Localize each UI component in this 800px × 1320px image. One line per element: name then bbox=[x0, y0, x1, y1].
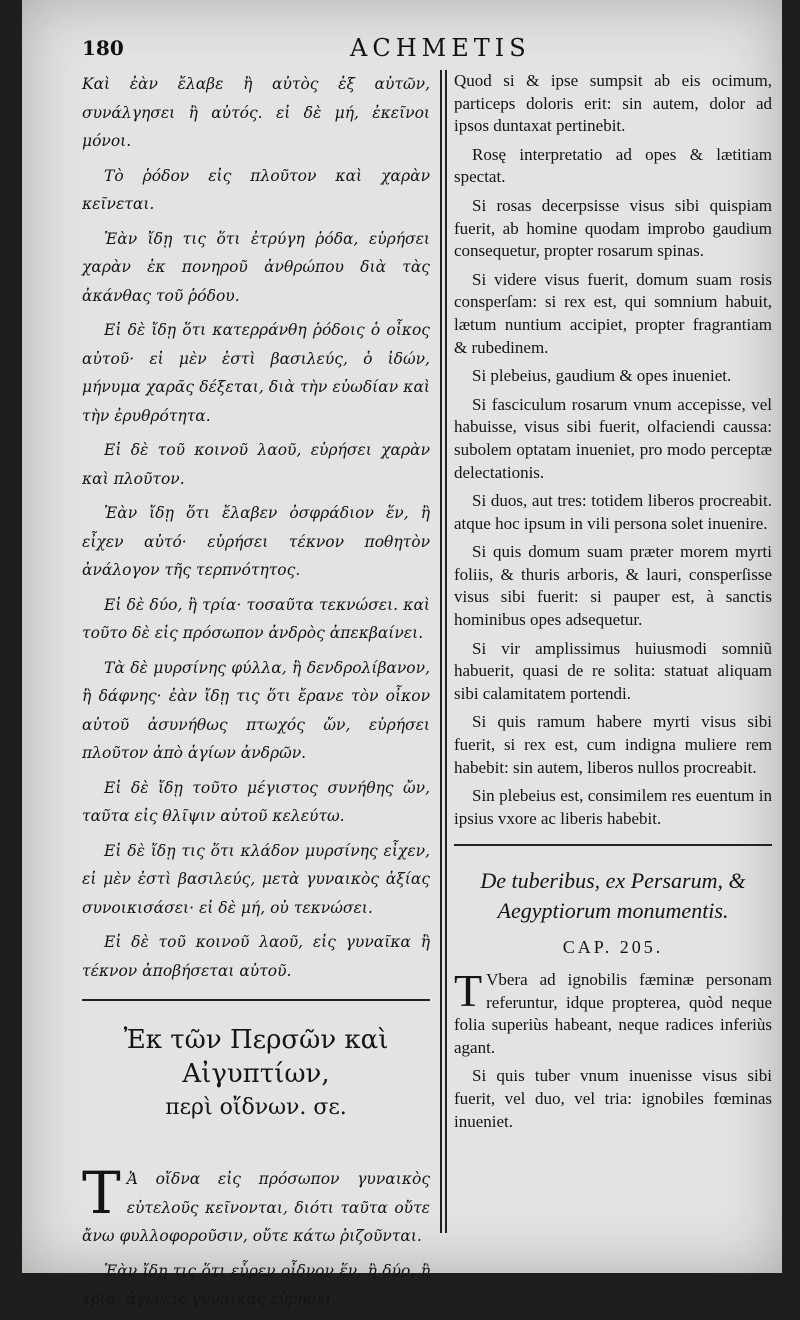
latin-paragraph: Sin plebeius est, consimilem res euentum in ipsius vxore ac liberis habebit. bbox=[454, 786, 772, 828]
page-header bbox=[82, 36, 772, 66]
latin-paragraph: Si quis domum suam præter morem myrti foliis, & thuris arboris, & lauri, consperſisse visus sibi fuerit: si pauper est, à sanctis hominibus opes adsequetur. bbox=[454, 542, 772, 630]
latin-paragraph: Si quis ramum habere myrti visus sibi fuerit, si rex est, cum indigna muliere rem habebit: sin autem, liberos nullos procreabit. bbox=[454, 712, 772, 777]
greek-paragraph: Εἰ δὲ ἴδῃ τοῦτο μέγιστος συνήθης ὤν, ταῦτα εἰς θλῖψιν αὐτοῦ κελεύτω. bbox=[82, 778, 430, 825]
book-page bbox=[22, 0, 782, 1308]
greek-paragraph-text: Ἀ οἴδνα εἰς πρόσωπον γυναικὸς εὐτελοῦς κεῖνονται, διότι ταῦτα οὔτε ἄνω φυλλοφοροῦσιν, οὔτε κάτω ῥιζοῦνται. bbox=[82, 1170, 430, 1245]
drop-cap: Τ bbox=[82, 1159, 121, 1227]
greek-paragraph: Εἰ δὲ δύο, ἢ τρία· τοσαῦτα τεκνώσει. καὶ τοῦτο δὲ εἰς πρόσωπον ἀνδρὸς ἀπεκβαίνει. bbox=[82, 595, 430, 642]
section-rule bbox=[82, 999, 430, 1001]
greek-paragraph: Ἐὰν ἴδῃ ὅτι ἔλαβεν ὀσφράδιον ἕν, ἢ εἶχεν αὐτό· εὑρήσει τέκνον ποθητὸν ἀνάλογον τῆς τερπνότητος. bbox=[82, 504, 430, 579]
latin-paragraph: Si duos, aut tres: totidem liberos procreabit. atque hoc ipsum in vili persona solet inuenire. bbox=[454, 491, 772, 533]
greek-heading-line: Ἐκ τῶν Περσῶν καὶ Αἰγυπτίων, bbox=[123, 1025, 389, 1089]
latin-paragraph: Quod si & ipse sumpsit ab eis ocimum, particeps doloris erit: sin autem, dolor ad ipsos duntaxat pertinebit. bbox=[454, 71, 772, 136]
greek-heading-line: περὶ οἴδνων. σε. bbox=[165, 1095, 347, 1120]
section-rule bbox=[454, 844, 772, 846]
latin-paragraph: Si rosas decerpsisse visus sibi quispiam fuerit, ab homine quodam improbo gaudium consequetur, propter rosarum spinas. bbox=[454, 195, 772, 261]
greek-section-heading bbox=[82, 1023, 430, 1125]
latin-paragraph: Si plebeius, gaudium & opes inueniet. bbox=[472, 366, 732, 386]
page-number: 180 bbox=[82, 36, 124, 60]
greek-paragraph: Εἰ δὲ ἴδῃ ὅτι κατερράνθη ῥόδοις ὁ οἶκος αὐτοῦ· εἰ μὲν ἐστὶ βασιλεύς, ὁ ἰδών, μήνυμα χαρᾶς δέξεται, διὰ τὴν εὐωδίαν καὶ τὴν ἐρυθρότητα. bbox=[82, 321, 430, 425]
greek-column bbox=[82, 70, 430, 1320]
greek-paragraph: Τὰ δὲ μυρσίνης φύλλα, ἢ δενδρολίβανον, ἢ δάφνης· ἐὰν ἴδῃ τις ὅτι ἔρανε τὸν οἶκον αὐτοῦ ἀσυνήθως πτωχός ὤν, εὑρήσει πλοῦτον ἀπὸ ἁγίων ἀνδρῶν. bbox=[82, 658, 430, 762]
latin-paragraph: Si fasciculum rosarum vnum accepisse, vel habuisse, visus sibi fuerit, olfaciendi caussa: subolem optatam inueniet, pro modo perceptæ delectationis. bbox=[454, 394, 772, 482]
latin-paragraph: Si quis tuber vnum inuenisse visus sibi fuerit, vel duo, vel tria: ignobiles fœminas inueniet. bbox=[454, 1066, 772, 1131]
greek-paragraph: Ἐὰν ἴδῃ τις ὅτι ἐτρύγη ῥόδα, εὑρήσει χαρὰν ἐκ πονηροῦ ἀνθρώπου διὰ τὰς ἀκάνθας τοῦ ῥόδου. bbox=[82, 229, 430, 305]
latin-paragraph: Si vir amplissimus huiusmodi somniũ habuerit, quasi de re solita: statuat aliquam sibi calamitatem portendi. bbox=[454, 638, 772, 703]
greek-paragraph: Τὸ ῥόδον εἰς πλοῦτον καὶ χαρὰν κεῖνεται. bbox=[82, 166, 430, 213]
latin-section-heading: De tuberibus, ex Persarum, & Aegyptiorum monumentis. bbox=[480, 868, 746, 924]
column-divider bbox=[440, 70, 442, 1233]
greek-paragraph: Καὶ ἐὰν ἔλαβε ἢ αὐτὸς ἐξ αὐτῶν, συνάλγησει ἢ αὐτός. εἰ δὲ μή, ἐκεῖνοι μόνοι. bbox=[82, 75, 430, 150]
latin-paragraph: Si videre visus fuerit, domum suam rosis consperſam: si rex est, qui somnium habuit, lætum nuntium accipiet, propter fragrantiam & rubedinem. bbox=[454, 269, 772, 357]
latin-dropcap-paragraph bbox=[454, 965, 772, 1059]
drop-cap: T bbox=[454, 965, 483, 1016]
greek-paragraph: Εἰ δὲ τοῦ κοινοῦ λαοῦ, εἰς γυναῖκα ἢ τέκνον ἀποβήσεται αὐτοῦ. bbox=[82, 933, 430, 980]
greek-paragraph: Εἰ δὲ τοῦ κοινοῦ λαοῦ, εὑρήσει χαρὰν καὶ πλοῦτον. bbox=[82, 441, 430, 488]
latin-paragraph-text: Vbera ad ignobilis fæminæ personam referuntur, idque propterea, quòd neque folia superiùs habeant, neque radices inferiùs agant. bbox=[454, 970, 772, 1057]
greek-paragraph: Ἐὰν ἴδῃ τις ὅτι εὗρεν οἶδνον ἕν, ἢ δύο, ἢ τρία· ἀγενεῖς γυναῖκας εὑρήσει. bbox=[82, 1261, 430, 1308]
running-title: ACHMETIS bbox=[350, 34, 531, 62]
chapter-number: CAP. 205. bbox=[562, 937, 664, 958]
greek-paragraph: Εἰ δὲ ἴδῃ τις ὅτι κλάδον μυρσίνης εἶχεν, εἰ μὲν ἐστὶ βασιλεύς, μετὰ γυναικὸς ἀξίας συνοικισάσει· εἰ δὲ μή, οὐ τεκνώσει. bbox=[82, 841, 430, 917]
latin-paragraph: Rosę interpretatio ad opes & lætitiam spectat. bbox=[454, 144, 772, 187]
column-divider bbox=[445, 70, 447, 1233]
latin-column bbox=[454, 70, 772, 1139]
greek-dropcap-paragraph bbox=[82, 1159, 430, 1251]
